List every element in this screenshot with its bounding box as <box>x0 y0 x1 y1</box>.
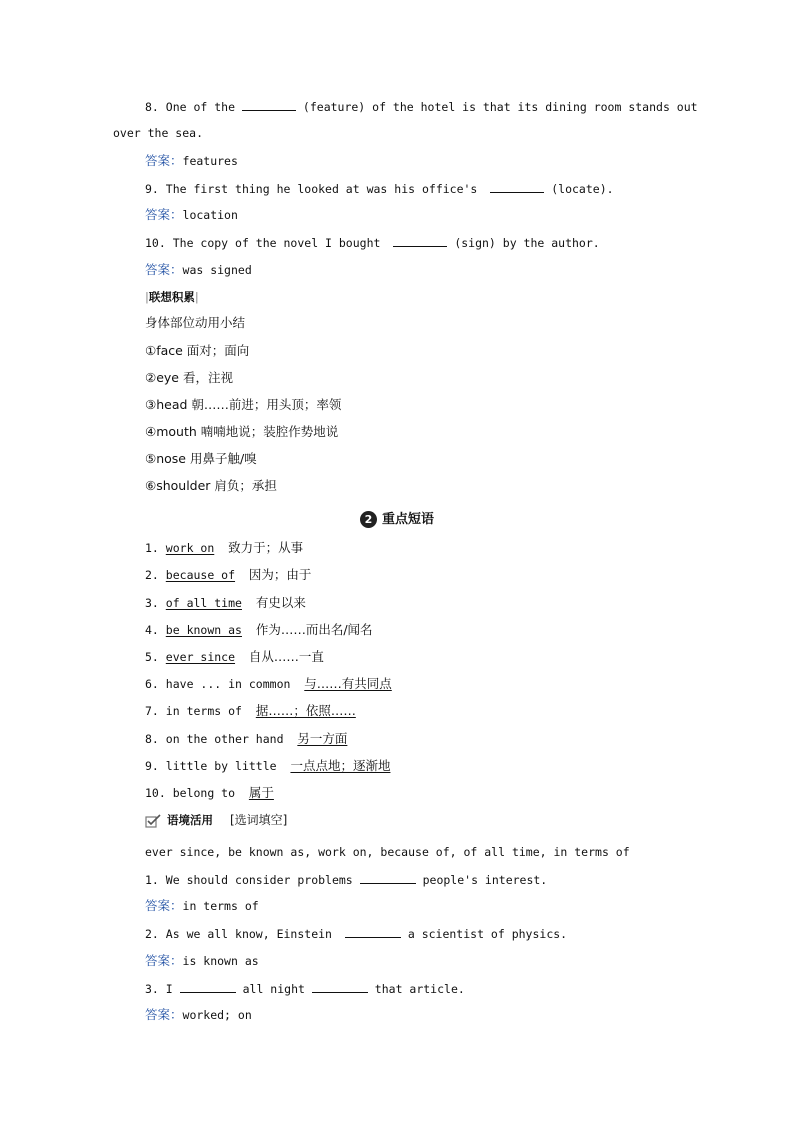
question-8-continued: over the sea. <box>113 126 204 140</box>
phrase-item: 10. belong to 属于 <box>145 785 274 800</box>
exercise-1: 1. We should consider problems people's interest. <box>145 873 548 887</box>
exercise-answer-2: 答案：is known as <box>145 953 259 968</box>
answer-blank <box>360 871 416 884</box>
phrase-item: 6. have ... in common 与……有共同点 <box>145 676 392 691</box>
body-part-item: ①face 面对；面向 <box>145 343 250 358</box>
phrase-item: 9. little by little 一点点地；逐渐地 <box>145 758 391 773</box>
body-part-item: ⑤nose 用鼻子触/嗅 <box>145 451 257 466</box>
phrase-item: 2. because of 因为；由于 <box>145 567 312 582</box>
answer-10: 答案：was signed <box>145 262 252 277</box>
phrase-item: 7. in terms of 据……；依照…… <box>145 703 356 718</box>
exercise-answer-1: 答案：in terms of <box>145 898 259 913</box>
phrase-item: 3. of all time 有史以来 <box>145 595 306 610</box>
question-8: 8. One of the (feature) of the hotel is that its dining room stands out <box>145 100 698 114</box>
phrase-item: 4. be known as 作为……而出名/闻名 <box>145 622 373 637</box>
exercise-3: 3. I all night that article. <box>145 982 465 996</box>
body-part-item: ⑥shoulder 肩负；承担 <box>145 478 277 493</box>
exercise-answer-3: 答案：worked; on <box>145 1007 252 1022</box>
body-parts-title: 身体部位动用小结 <box>145 315 246 330</box>
section-number-icon: 2 <box>360 511 377 528</box>
answer-blank <box>242 98 296 111</box>
answer-9: 答案：location <box>145 207 238 222</box>
body-part-item: ④mouth 喃喃地说；装腔作势地说 <box>145 424 339 439</box>
exercise-2: 2. As we all know, Einstein a scientist of physics. <box>145 927 568 941</box>
answer-8: 答案：features <box>145 153 238 168</box>
answer-blank <box>345 925 401 938</box>
check-icon <box>145 814 161 828</box>
answer-blank <box>312 980 368 993</box>
body-part-item: ②eye 看，注视 <box>145 370 233 385</box>
section-title: 2 重点短语 <box>0 508 794 528</box>
association-tag: |联想积累| <box>145 290 199 304</box>
question-10: 10. The copy of the novel I bought (sign) by the author. <box>145 236 600 250</box>
answer-blank <box>490 180 544 193</box>
body-part-item: ③head 朝……前进；用头顶；率领 <box>145 397 342 412</box>
phrase-item: 5. ever since 自从……一直 <box>145 649 324 664</box>
phrase-item: 1. work on 致力于；从事 <box>145 540 304 555</box>
question-9: 9. The first thing he looked at was his office's (locate). <box>145 182 614 196</box>
answer-blank <box>180 980 236 993</box>
phrase-item: 8. on the other hand 另一方面 <box>145 731 348 746</box>
context-heading: 语境活用 [选词填空] <box>145 812 287 828</box>
answer-blank <box>393 234 447 247</box>
word-bank: ever since, be known as, work on, because of, of all time, in terms of <box>145 845 630 859</box>
